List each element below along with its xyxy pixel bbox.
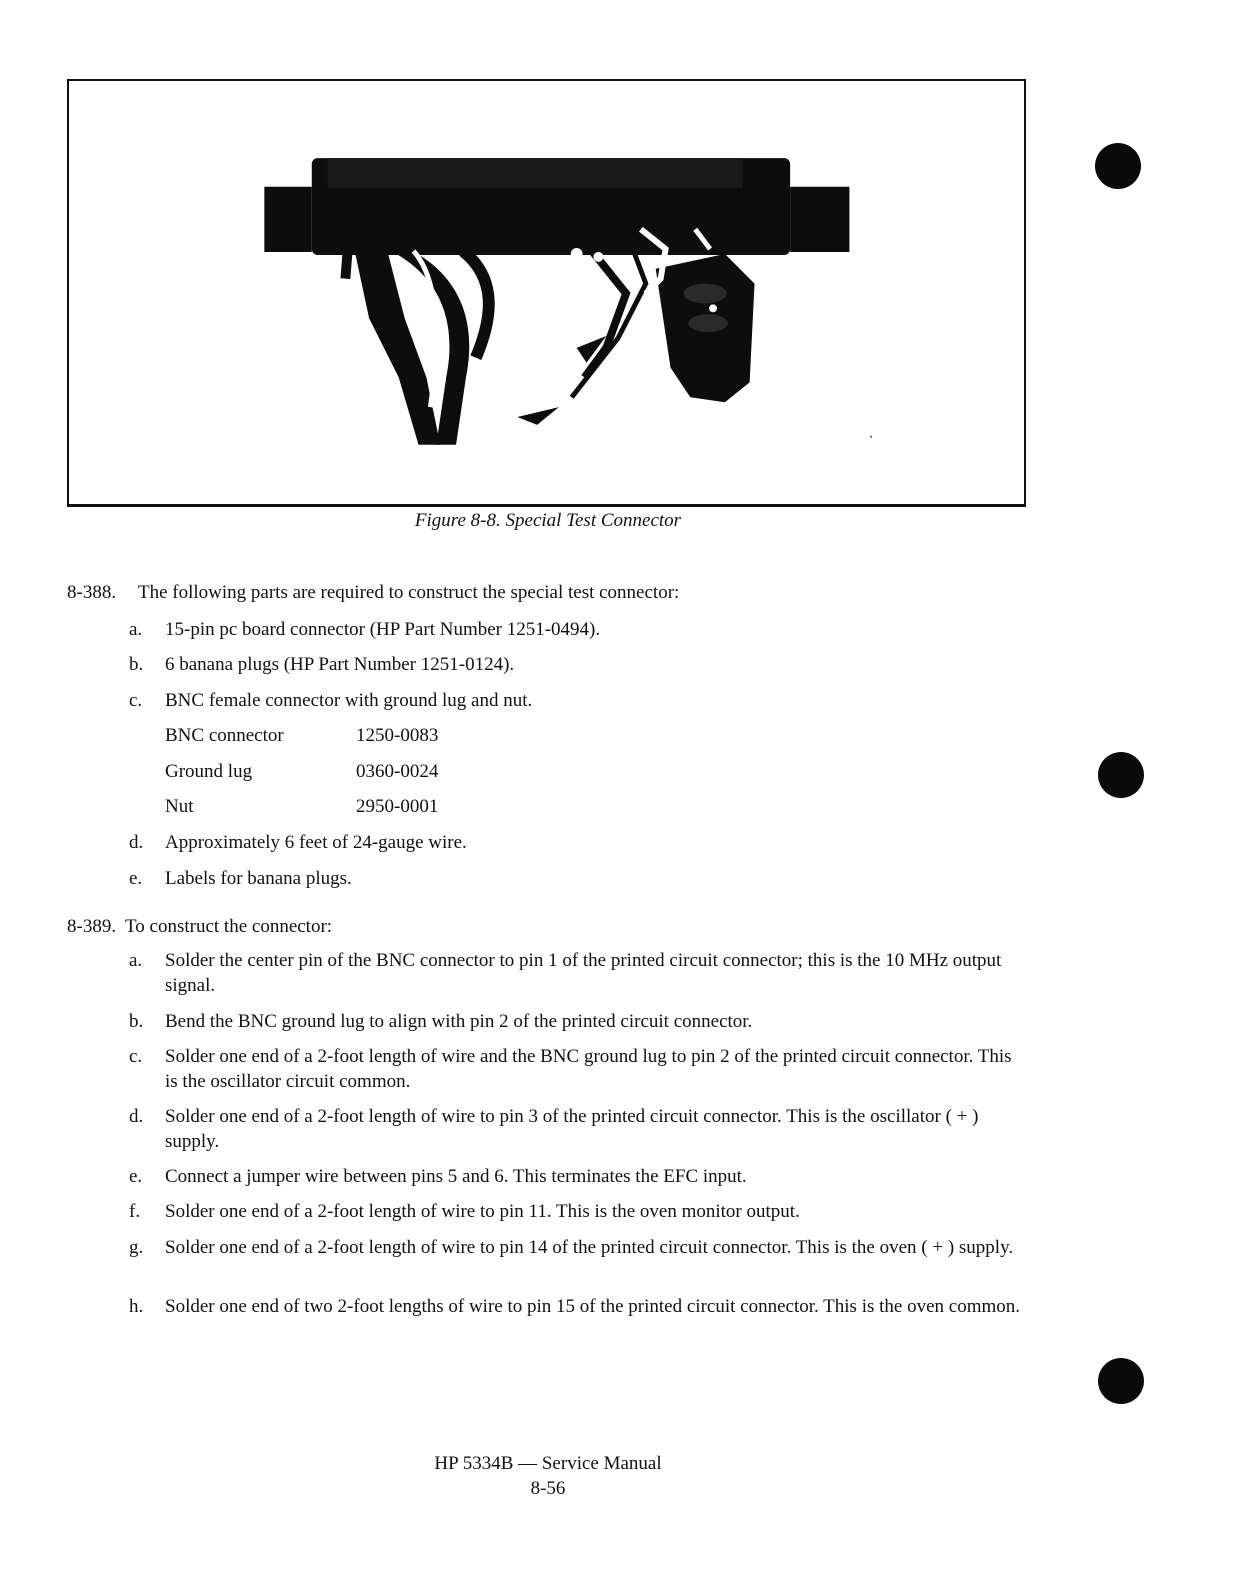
- paragraph-text: The following parts are required to construct the special test connector:: [138, 582, 680, 603]
- list-item-text: Bend the BNC ground lug to align with pin 2 of the printed circuit connector.: [165, 1011, 753, 1032]
- list-item-text: Approximately 6 feet of 24-gauge wire.: [165, 832, 467, 853]
- list-item-text: Connect a jumper wire between pins 5 and 6. This terminates the EFC input.: [165, 1166, 747, 1187]
- list-item-letter: c.: [129, 1046, 143, 1067]
- punch-hole-middle: [1098, 752, 1144, 798]
- paragraph-number: 8-389.: [67, 916, 117, 937]
- list-item-text: Solder one end of a 2-foot length of wire and the BNC ground lug to pin 2 of the printed circuit connector. This is the oscillator circuit common.: [165, 1046, 1012, 1092]
- paragraph-text: To construct the connector:: [125, 916, 333, 937]
- punch-hole-bottom: [1098, 1358, 1144, 1404]
- list-item-letter: e.: [129, 868, 143, 889]
- list-item-letter: d.: [129, 1106, 144, 1127]
- paragraph-8-388: [67, 580, 679, 605]
- figure-frame: [67, 79, 1026, 507]
- list-item-text: Solder one end of a 2-foot length of wire to pin 14 of the printed circuit connector. This is the oven ( + ) supply.: [165, 1237, 1014, 1258]
- footer-page-number: 8-56: [530, 1478, 566, 1499]
- list-item-text: Solder one end of a 2-foot length of wire to pin 3 of the printed circuit connector. This is the oscillator ( + ) supply.: [165, 1106, 979, 1152]
- list-item-text: 6 banana plugs (HP Part Number 1251-0124).: [165, 654, 515, 675]
- list-item-letter: f.: [129, 1201, 141, 1222]
- paragraph-number: 8-388.: [67, 582, 117, 603]
- punch-hole-top: [1095, 143, 1141, 189]
- list-item-text: 15-pin pc board connector (HP Part Number 1251-0494).: [165, 619, 601, 640]
- list-item-text: BNC female connector with ground lug and nut.: [165, 690, 533, 711]
- list-item-letter: c.: [129, 690, 143, 711]
- list-item-letter: a.: [129, 950, 143, 971]
- figure-caption: Figure 8-8. Special Test Connector: [414, 510, 682, 531]
- part-name: Nut: [165, 796, 194, 817]
- list-item-letter: b.: [129, 654, 144, 675]
- part-number: 1250-0083: [356, 725, 439, 746]
- part-number: 0360-0024: [356, 761, 439, 782]
- list-item-text: Solder one end of a 2-foot length of wire to pin 11. This is the oven monitor output.: [165, 1201, 800, 1222]
- special-test-connector-photo: [69, 81, 1024, 504]
- list-item-letter: e.: [129, 1166, 143, 1187]
- parts-row: [165, 759, 438, 784]
- part-name: BNC connector: [165, 725, 284, 746]
- list-item-text: Solder one end of two 2-foot lengths of wire to pin 15 of the printed circuit connector. This is the oven common.: [165, 1296, 1020, 1317]
- list-item-letter: g.: [129, 1237, 144, 1258]
- parts-row: [165, 794, 438, 819]
- footer-manual-title: HP 5334B — Service Manual: [434, 1453, 662, 1474]
- list-item-letter: a.: [129, 619, 143, 640]
- part-number: 2950-0001: [356, 796, 439, 817]
- list-item-letter: b.: [129, 1011, 144, 1032]
- list-item-letter: h.: [129, 1296, 144, 1317]
- list-item-text: Solder the center pin of the BNC connector to pin 1 of the printed circuit connector; this is the 10 MHz output signal.: [165, 950, 1002, 996]
- paragraph-8-389: [67, 914, 332, 939]
- list-item-text: Labels for banana plugs.: [165, 868, 352, 889]
- part-name: Ground lug: [165, 761, 253, 782]
- parts-row: [165, 723, 438, 748]
- list-item-letter: d.: [129, 832, 144, 853]
